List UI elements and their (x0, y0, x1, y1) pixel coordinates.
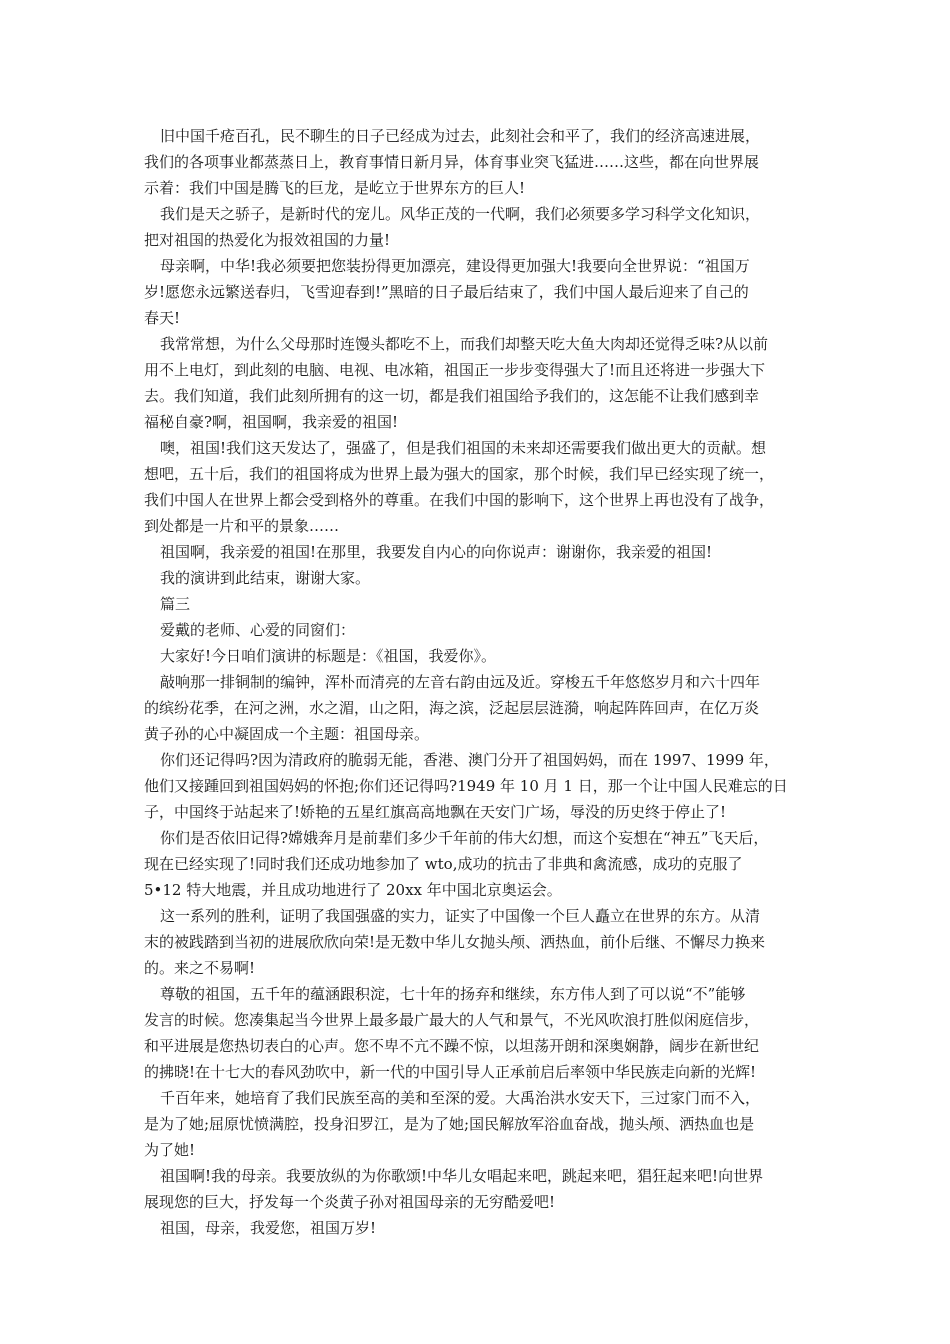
text-line: 发言的时候。您凑集起当今世界上最多最广最大的人气和景气，不光风吹浪打胜似闲庭信步， (144, 1011, 760, 1029)
text-line: 我们是天之骄子，是新时代的宠儿。风华正茂的一代啊，我们必须要多学习科学文化知识， (160, 205, 761, 223)
text-line: 祖国啊，我亲爱的祖国!在那里，我要发自内心的向你说声：谢谢你，我亲爱的祖国! (160, 543, 713, 561)
text-line: 现在已经实现了!同时我们还成功地参加了 wto,成功的抗击了非典和禽流感，成功的克服了 (144, 855, 743, 873)
text-line: 子，中国终于站起来了!娇艳的五星红旗高高地飘在天安门广场，辱没的历史终于停止了! (144, 803, 727, 821)
text-line: 他们又接踵回到祖国妈妈的怀抱;你们还记得吗?1949 年 10 月 1 日，那一个让中国人民难忘的日 (144, 777, 788, 795)
text-line: 我的演讲到此结束，谢谢大家。 (160, 569, 371, 587)
text-line: 母亲啊，中华!我必须要把您装扮得更加漂亮，建设得更加强大!我要向全世界说：“祖国万 (160, 257, 750, 275)
text-line: 尊敬的祖国，五千年的蕴涵跟积淀，七十年的扬弃和继续，东方伟人到了可以说“不”能够 (160, 985, 746, 1003)
paragraph (144, 201, 812, 253)
document-body (144, 123, 812, 1241)
text-line: 是为了她;屈原忧愤满腔，投身汨罗江，是为了她;国民解放军浴血奋战，抛头颅、洒热血也是 (144, 1115, 755, 1133)
paragraph (144, 253, 812, 331)
text-line: 春天! (144, 309, 181, 327)
text-line: 用不上电灯，到此刻的电脑、电视、电冰箱，祖国正一步步变得强大了!而且还将进一步强大下 (144, 361, 766, 379)
paragraph (144, 669, 812, 747)
paragraph (144, 981, 812, 1085)
text-line: 岁!愿您永远繁送春归，飞雪迎春到!”黑暗的日子最后结束了，我们中国人最后迎来了自己的 (144, 283, 749, 301)
text-line: 这一系列的胜利，证明了我国强盛的实力，证实了中国像一个巨人矗立在世界的东方。从清 (160, 907, 761, 925)
text-line: 祖国，母亲，我爱您，祖国万岁! (160, 1219, 377, 1237)
text-line: 篇三 (160, 595, 191, 613)
text-line: 我们的各项事业都蒸蒸日上，教育事情日新月异，体育事业突飞猛进……这些，都在向世界展 (144, 153, 760, 171)
paragraph (144, 1215, 812, 1241)
text-line: 爱戴的老师、心爱的同窗们： (160, 621, 356, 639)
text-line: 我们中国人在世界上都会受到格外的尊重。在我们中国的影响下，这个世界上再也没有了战争， (144, 491, 775, 509)
paragraph (144, 1085, 812, 1163)
text-line: 想吧，五十后，我们的祖国将成为世界上最为强大的国家，那个时候，我们早已经实现了统一， (144, 465, 775, 483)
text-line: 展现您的巨大，抒发每一个炎黄子孙对祖国母亲的无穷酷爱吧! (144, 1193, 556, 1211)
paragraph (144, 539, 812, 565)
text-line: 示着：我们中国是腾飞的巨龙，是屹立于世界东方的巨人! (144, 179, 526, 197)
text-line: 为了她! (144, 1141, 196, 1159)
text-line: 末的被践踏到当初的进展欣欣向荣!是无数中华儿女抛头颅、洒热血，前仆后继、不懈尽力换来 (144, 933, 766, 951)
paragraph (144, 617, 812, 643)
text-line: 去。我们知道，我们此刻所拥有的这一切，都是我们祖国给予我们的，这怎能不让我们感到幸 (144, 387, 760, 405)
text-line: 的缤纷花季，在河之洲，水之湄，山之阳，海之滨，泛起层层涟漪，响起阵阵回声，在亿万炎 (144, 699, 760, 717)
paragraph (144, 331, 812, 435)
text-line: 大家好!今日咱们演讲的标题是：《祖国，我爱你》。 (160, 647, 497, 665)
text-line: 的。来之不易啊! (144, 959, 256, 977)
paragraph (144, 747, 812, 825)
paragraph (144, 643, 812, 669)
text-line: 你们还记得吗?因为清政府的脆弱无能，香港、澳门分开了祖国妈妈，而在 1997、1999 年， (160, 751, 779, 769)
text-line: 和平进展是您热切表白的心声。您不卑不亢不躁不惊，以坦荡开朗和深奥娴静，阔步在新世纪 (144, 1037, 760, 1055)
paragraph (144, 903, 812, 981)
text-line: 祖国啊!我的母亲。我要放纵的为你歌颂!中华儿女唱起来吧，跳起来吧，猖狂起来吧!向世界 (160, 1167, 764, 1185)
paragraph (144, 825, 812, 903)
paragraph (144, 591, 812, 617)
text-line: 敲响那一排铜制的编钟，浑朴而清亮的左音右韵由远及近。穿梭五千年悠悠岁月和六十四年 (160, 673, 761, 691)
paragraph (144, 1163, 812, 1215)
text-line: 千百年来，她培育了我们民族至高的美和至深的爱。大禹治洪水安天下，三过家门而不入， (160, 1089, 761, 1107)
text-line: 我常常想，为什么父母那时连馒头都吃不上，而我们却整天吃大鱼大肉却还觉得乏味?从以前 (160, 335, 769, 353)
text-line: 把对祖国的热爱化为报效祖国的力量! (144, 231, 391, 249)
paragraph (144, 565, 812, 591)
text-line: 噢，祖国!我们这天发达了，强盛了，但是我们祖国的未来却还需要我们做出更大的贡献。想 (160, 439, 767, 457)
paragraph (144, 435, 812, 539)
text-line: 5•12 特大地震，并且成功地进行了 20xx 年中国北京奥运会。 (144, 881, 562, 899)
text-line: 旧中国千疮百孔，民不聊生的日子已经成为过去，此刻社会和平了，我们的经济高速进展， (160, 127, 761, 145)
text-line: 黄子孙的心中凝固成一个主题：祖国母亲。 (144, 725, 430, 743)
text-line: 福秘自豪?啊，祖国啊，我亲爱的祖国! (144, 413, 399, 431)
text-line: 到处都是一片和平的景象…… (144, 517, 340, 535)
text-line: 你们是否依旧记得?嫦娥奔月是前辈们多少千年前的伟大幻想，而这个妄想在“神五”飞天后， (160, 829, 769, 847)
text-line: 的拂晓!在十七大的春风劲吹中，新一代的中国引导人正承前启后率领中华民族走向新的光辉! (144, 1063, 757, 1081)
paragraph (144, 123, 812, 201)
